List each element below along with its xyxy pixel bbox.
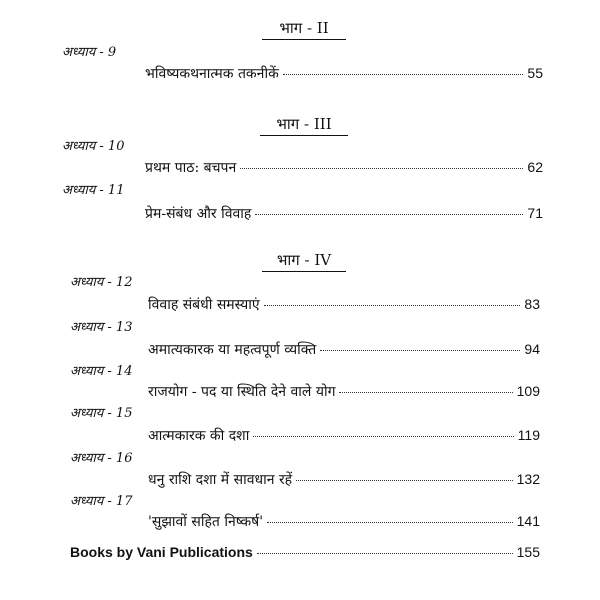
page-number: 83 — [524, 296, 540, 312]
chapter-title: अमात्यकारक या महत्वपूर्ण व्यक्ति — [148, 342, 317, 358]
chapter-label: अध्याय - 12 — [70, 275, 133, 290]
toc-entry[interactable] — [148, 295, 540, 314]
dot-leader — [267, 522, 513, 523]
chapter-title: 'सुझावों सहित निष्कर्ष' — [148, 514, 264, 530]
toc-entry[interactable] — [145, 204, 543, 223]
dot-leader — [253, 436, 513, 437]
chapter-label: अध्याय - 9 — [62, 45, 117, 60]
chapter-title: प्रेम-संबंध और विवाह — [145, 206, 252, 222]
page-number: 119 — [517, 427, 540, 443]
dot-leader — [257, 553, 513, 554]
chapter-label: अध्याय - 14 — [70, 364, 133, 379]
dot-leader — [255, 214, 523, 215]
page-number: 55 — [527, 65, 543, 81]
chapter-label: अध्याय - 11 — [62, 183, 125, 198]
toc-entry[interactable] — [148, 512, 540, 531]
page-number: 155 — [516, 544, 540, 560]
page-number: 94 — [524, 341, 540, 357]
chapter-title: धनु राशि दशा में सावधान रहें — [148, 472, 293, 488]
toc-entry[interactable] — [148, 382, 540, 401]
toc-entry[interactable] — [148, 426, 540, 445]
toc-entry-publisher-books[interactable] — [70, 544, 540, 560]
dot-leader — [283, 74, 524, 75]
dot-leader — [296, 480, 513, 481]
chapter-label: अध्याय - 13 — [70, 320, 133, 335]
part-heading: भाग - III — [260, 114, 348, 136]
page-number: 62 — [527, 159, 543, 175]
chapter-label: अध्याय - 17 — [70, 494, 133, 509]
publisher-books-title: Books by Vani Publications — [70, 544, 253, 560]
dot-leader — [264, 305, 521, 306]
page-number: 132 — [516, 471, 540, 487]
toc-entry[interactable] — [145, 158, 543, 177]
toc-entry[interactable] — [145, 64, 543, 83]
page-number: 141 — [516, 513, 540, 529]
chapter-title: भविष्यकथनात्मक तकनीकें — [145, 66, 279, 82]
chapter-label: अध्याय - 10 — [62, 139, 125, 154]
dot-leader — [320, 350, 520, 351]
chapter-label: अध्याय - 15 — [70, 406, 133, 421]
part-heading: भाग - IV — [262, 250, 346, 272]
dot-leader — [240, 168, 523, 169]
part-heading: भाग - II — [262, 18, 346, 40]
chapter-label: अध्याय - 16 — [70, 451, 133, 466]
chapter-title: प्रथम पाठ: बचपन — [145, 160, 237, 176]
chapter-title: राजयोग - पद या स्थिति देने वाले योग — [148, 384, 336, 400]
chapter-title: आत्मकारक की दशा — [148, 428, 250, 444]
toc-entry[interactable] — [148, 470, 540, 489]
page-number: 71 — [527, 205, 543, 221]
dot-leader — [339, 392, 512, 393]
toc-entry[interactable] — [148, 340, 540, 359]
chapter-title: विवाह संबंधी समस्याएं — [148, 297, 260, 313]
page-number: 109 — [516, 383, 540, 399]
